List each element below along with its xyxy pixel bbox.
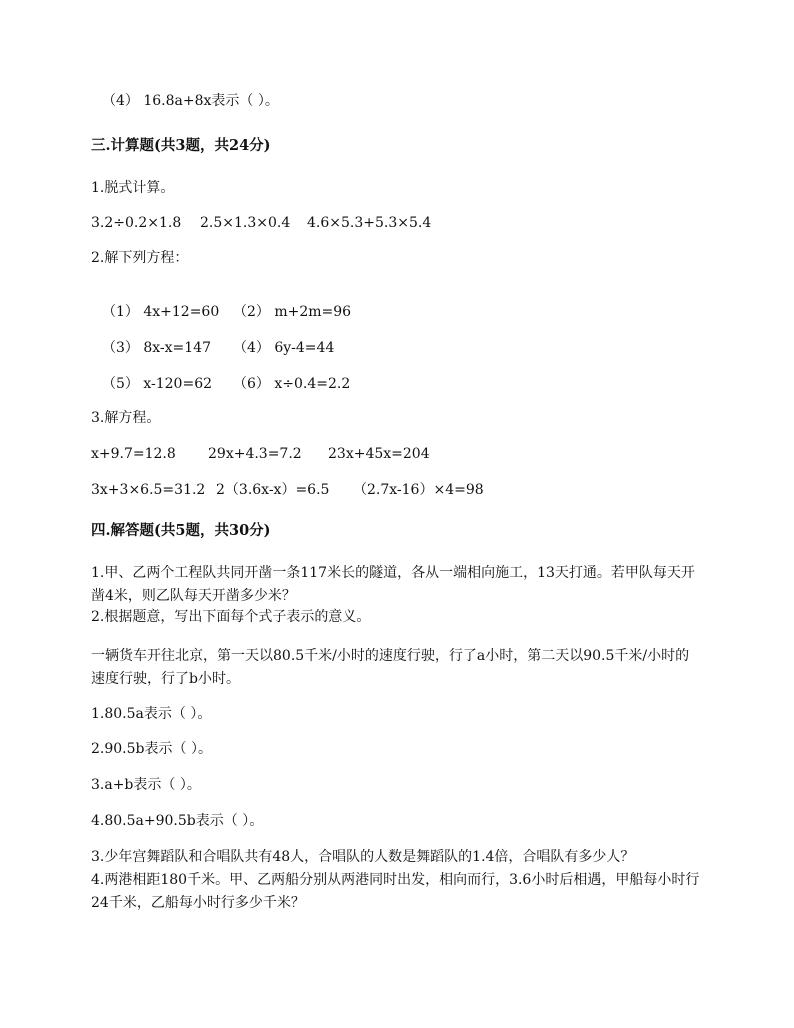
question-title: 2.根据题意，写出下面每个式子表示的意义。 (91, 609, 371, 625)
expression: 2.5×1.3×0.4 (200, 215, 291, 231)
equation: 3x+3×6.5=31.2 (91, 482, 206, 498)
equation: 23x+45x=204 (328, 446, 430, 462)
word-problem: 3.少年宫舞蹈队和合唱队共有48人，合唱队的人数是舞蹈队的1.4倍，合唱队有多少人？ (91, 849, 635, 865)
word-problem: 1.甲、乙两个工程队共同开凿一条117米长的隧道，各从一端相向施工，13天打通。若甲队每天开凿4米，则乙队每天开凿多少米？ (91, 565, 695, 604)
equation: 29x+4.3=7.2 (208, 446, 302, 462)
expression: 3.2÷0.2×1.8 (91, 215, 182, 231)
equation: 2（3.6x-x）=6.5 (216, 482, 330, 498)
equation: x+9.7=12.8 (91, 446, 176, 462)
sub-question: 2.90.5b表示（ ）。 (91, 741, 212, 757)
word-problem: 4.两港相距180千米。甲、乙两船分别从两港同时出发，相向而行，3.6小时后相遇，甲船每小时行24千米，乙船每小时行多少千米？ (91, 872, 700, 911)
equation: （5） x-120=62 (102, 376, 213, 392)
equation: （4） 6y-4=44 (233, 340, 335, 356)
expression: 4.6×5.3+5.3×5.4 (307, 215, 432, 231)
section-heading: 四.解答题(共5题，共30分) (91, 522, 271, 539)
question-title: 2.解下列方程： (91, 250, 189, 266)
sub-question: 3.a+b表示（ ）。 (91, 777, 201, 793)
section-heading: 三.计算题(共3题，共24分) (91, 137, 271, 154)
equation: （2.7x-16）×4=98 (353, 482, 484, 498)
equation: （2） m+2m=96 (233, 304, 352, 320)
sub-question: 4.80.5a+90.5b表示（ ）。 (91, 813, 264, 829)
question-item: （4） 16.8a+8x表示（ ）。 (102, 93, 279, 109)
sub-question: 1.80.5a表示（ ）。 (91, 706, 212, 722)
question-title: 1.脱式计算。 (91, 180, 175, 196)
equation: （1） 4x+12=60 (102, 304, 220, 320)
question-title: 3.解方程。 (91, 410, 161, 426)
equation: （3） 8x-x=147 (102, 340, 211, 356)
equation: （6） x÷0.4=2.2 (233, 376, 351, 392)
problem-context: 一辆货车开往北京，第一天以80.5千米/小时的速度行驶，行了a小时，第二天以90.5千米/小时的速度行驶，行了b小时。 (91, 648, 690, 687)
